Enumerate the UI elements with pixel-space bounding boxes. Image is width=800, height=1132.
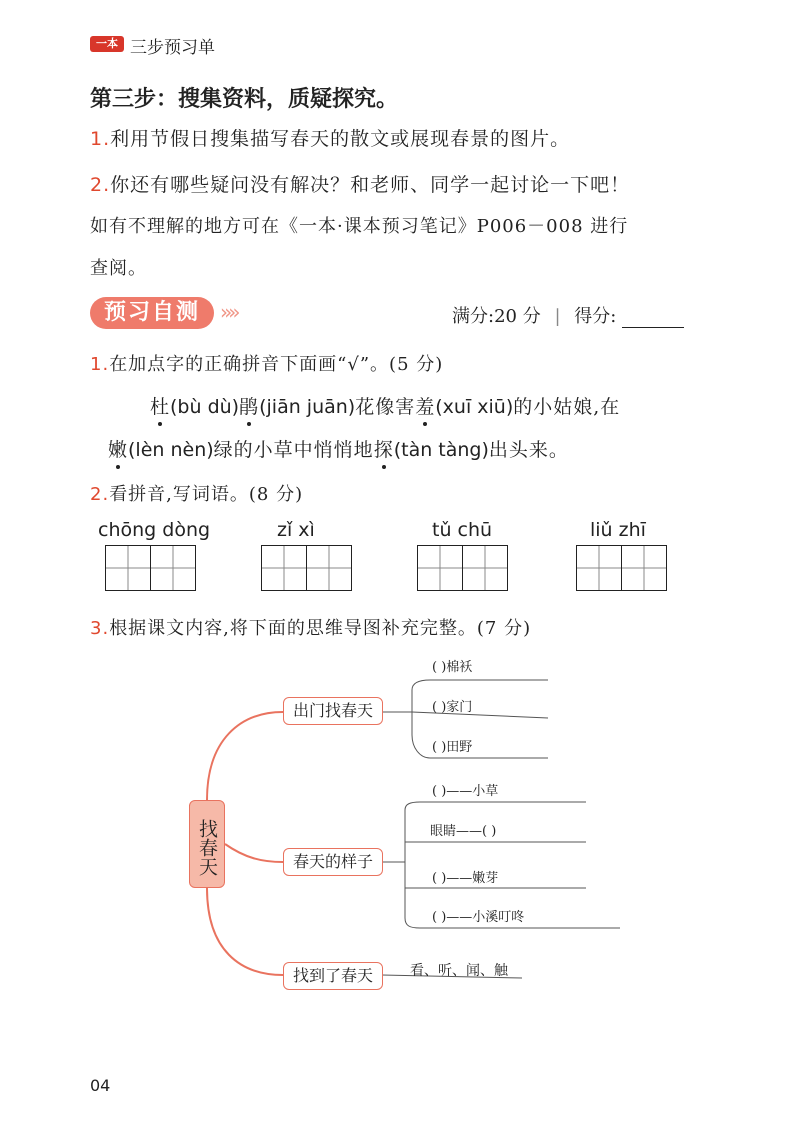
- mindmap-leaf[interactable]: ( )家门: [432, 700, 473, 715]
- dotted-char: 羞: [415, 392, 435, 419]
- mindmap-leaf[interactable]: ( )——小溪叮咚: [432, 910, 525, 925]
- reference-note-line-2: 查阅。: [90, 258, 147, 279]
- word-2-pinyin: zǐ xì: [277, 519, 315, 541]
- question-text: 看拼音,写词语。(8 分): [109, 484, 304, 505]
- mindmap-root: 找春天: [189, 800, 225, 888]
- word-3-pinyin: tǔ chū: [432, 519, 493, 541]
- score-divider: |: [554, 306, 561, 327]
- question-text: 根据课文内容,将下面的思维导图补充完整。(7 分): [109, 618, 532, 639]
- mindmap-branch-3: 找到了春天: [283, 962, 383, 990]
- dotted-char: 杜: [150, 392, 170, 419]
- question-number: 2.: [90, 484, 110, 505]
- item-number: 1.: [90, 128, 111, 150]
- item-text: 你还有哪些疑问没有解决？和老师、同学一起讨论一下吧！: [110, 174, 631, 196]
- mindmap-leaf[interactable]: ( )——嫩芽: [432, 871, 499, 886]
- connector-root-branch-2: [225, 844, 283, 862]
- mindmap-leaf[interactable]: ( )棉袄: [432, 660, 473, 675]
- got-score-label: 得分:: [574, 306, 617, 327]
- chevrons-icon: »»: [220, 300, 237, 324]
- mindmap-branch-1: 出门找春天: [283, 697, 383, 725]
- question-number: 1.: [90, 354, 110, 375]
- dotted-char: 嫩: [108, 435, 128, 462]
- full-score-label: 满分:20 分: [452, 306, 541, 327]
- step-title: 第三步：搜集资料，质疑探究。: [90, 86, 399, 112]
- brand-logo: 一本: [90, 36, 124, 52]
- sentence-text: 花像害: [355, 396, 416, 418]
- header-title: 三步预习单: [130, 38, 215, 58]
- dotted-char: 鹃: [239, 392, 259, 419]
- item-number: 2.: [90, 174, 111, 196]
- reference-note-line-1: 如有不理解的地方可在《一本·课本预习笔记》P006－008 进行: [90, 216, 629, 237]
- mindmap-branch-2: 春天的样子: [283, 848, 383, 876]
- mindmap-leaf[interactable]: ( )——小草: [432, 784, 499, 799]
- self-test-banner: 预习自测: [90, 297, 214, 329]
- sentence-text: 绿的小草中悄悄地: [213, 439, 374, 461]
- dotted-char: 探: [374, 435, 394, 462]
- mindmap-leaf[interactable]: ( )田野: [432, 740, 473, 755]
- connector-root-branch-3: [207, 888, 283, 975]
- pinyin-options[interactable]: (tàn tàng): [393, 439, 489, 461]
- word-1-pinyin: chōng dòng: [98, 519, 211, 541]
- question-number: 3.: [90, 618, 110, 639]
- pinyin-options[interactable]: (lèn nèn): [128, 439, 214, 461]
- word-4-pinyin: liǔ zhī: [590, 519, 646, 541]
- pinyin-options[interactable]: (bù dù): [170, 396, 240, 418]
- sentence-text: 出头来。: [488, 439, 569, 461]
- mindmap-leaf: 看、听、闻、触: [410, 963, 508, 979]
- page-number: 04: [90, 1076, 111, 1095]
- mindmap-leaf[interactable]: 眼睛——( ): [430, 824, 497, 839]
- pinyin-options[interactable]: (xuī xiū): [435, 396, 514, 418]
- question-text: 在加点字的正确拼音下面画“√”。(5 分): [109, 354, 444, 375]
- sentence-text: 的小姑娘,在: [513, 396, 621, 418]
- connector-root-branch-1: [207, 712, 283, 800]
- item-text: 利用节假日搜集描写春天的散文或展现春景的图片。: [110, 128, 571, 150]
- pinyin-options[interactable]: (jiān juān): [259, 396, 356, 418]
